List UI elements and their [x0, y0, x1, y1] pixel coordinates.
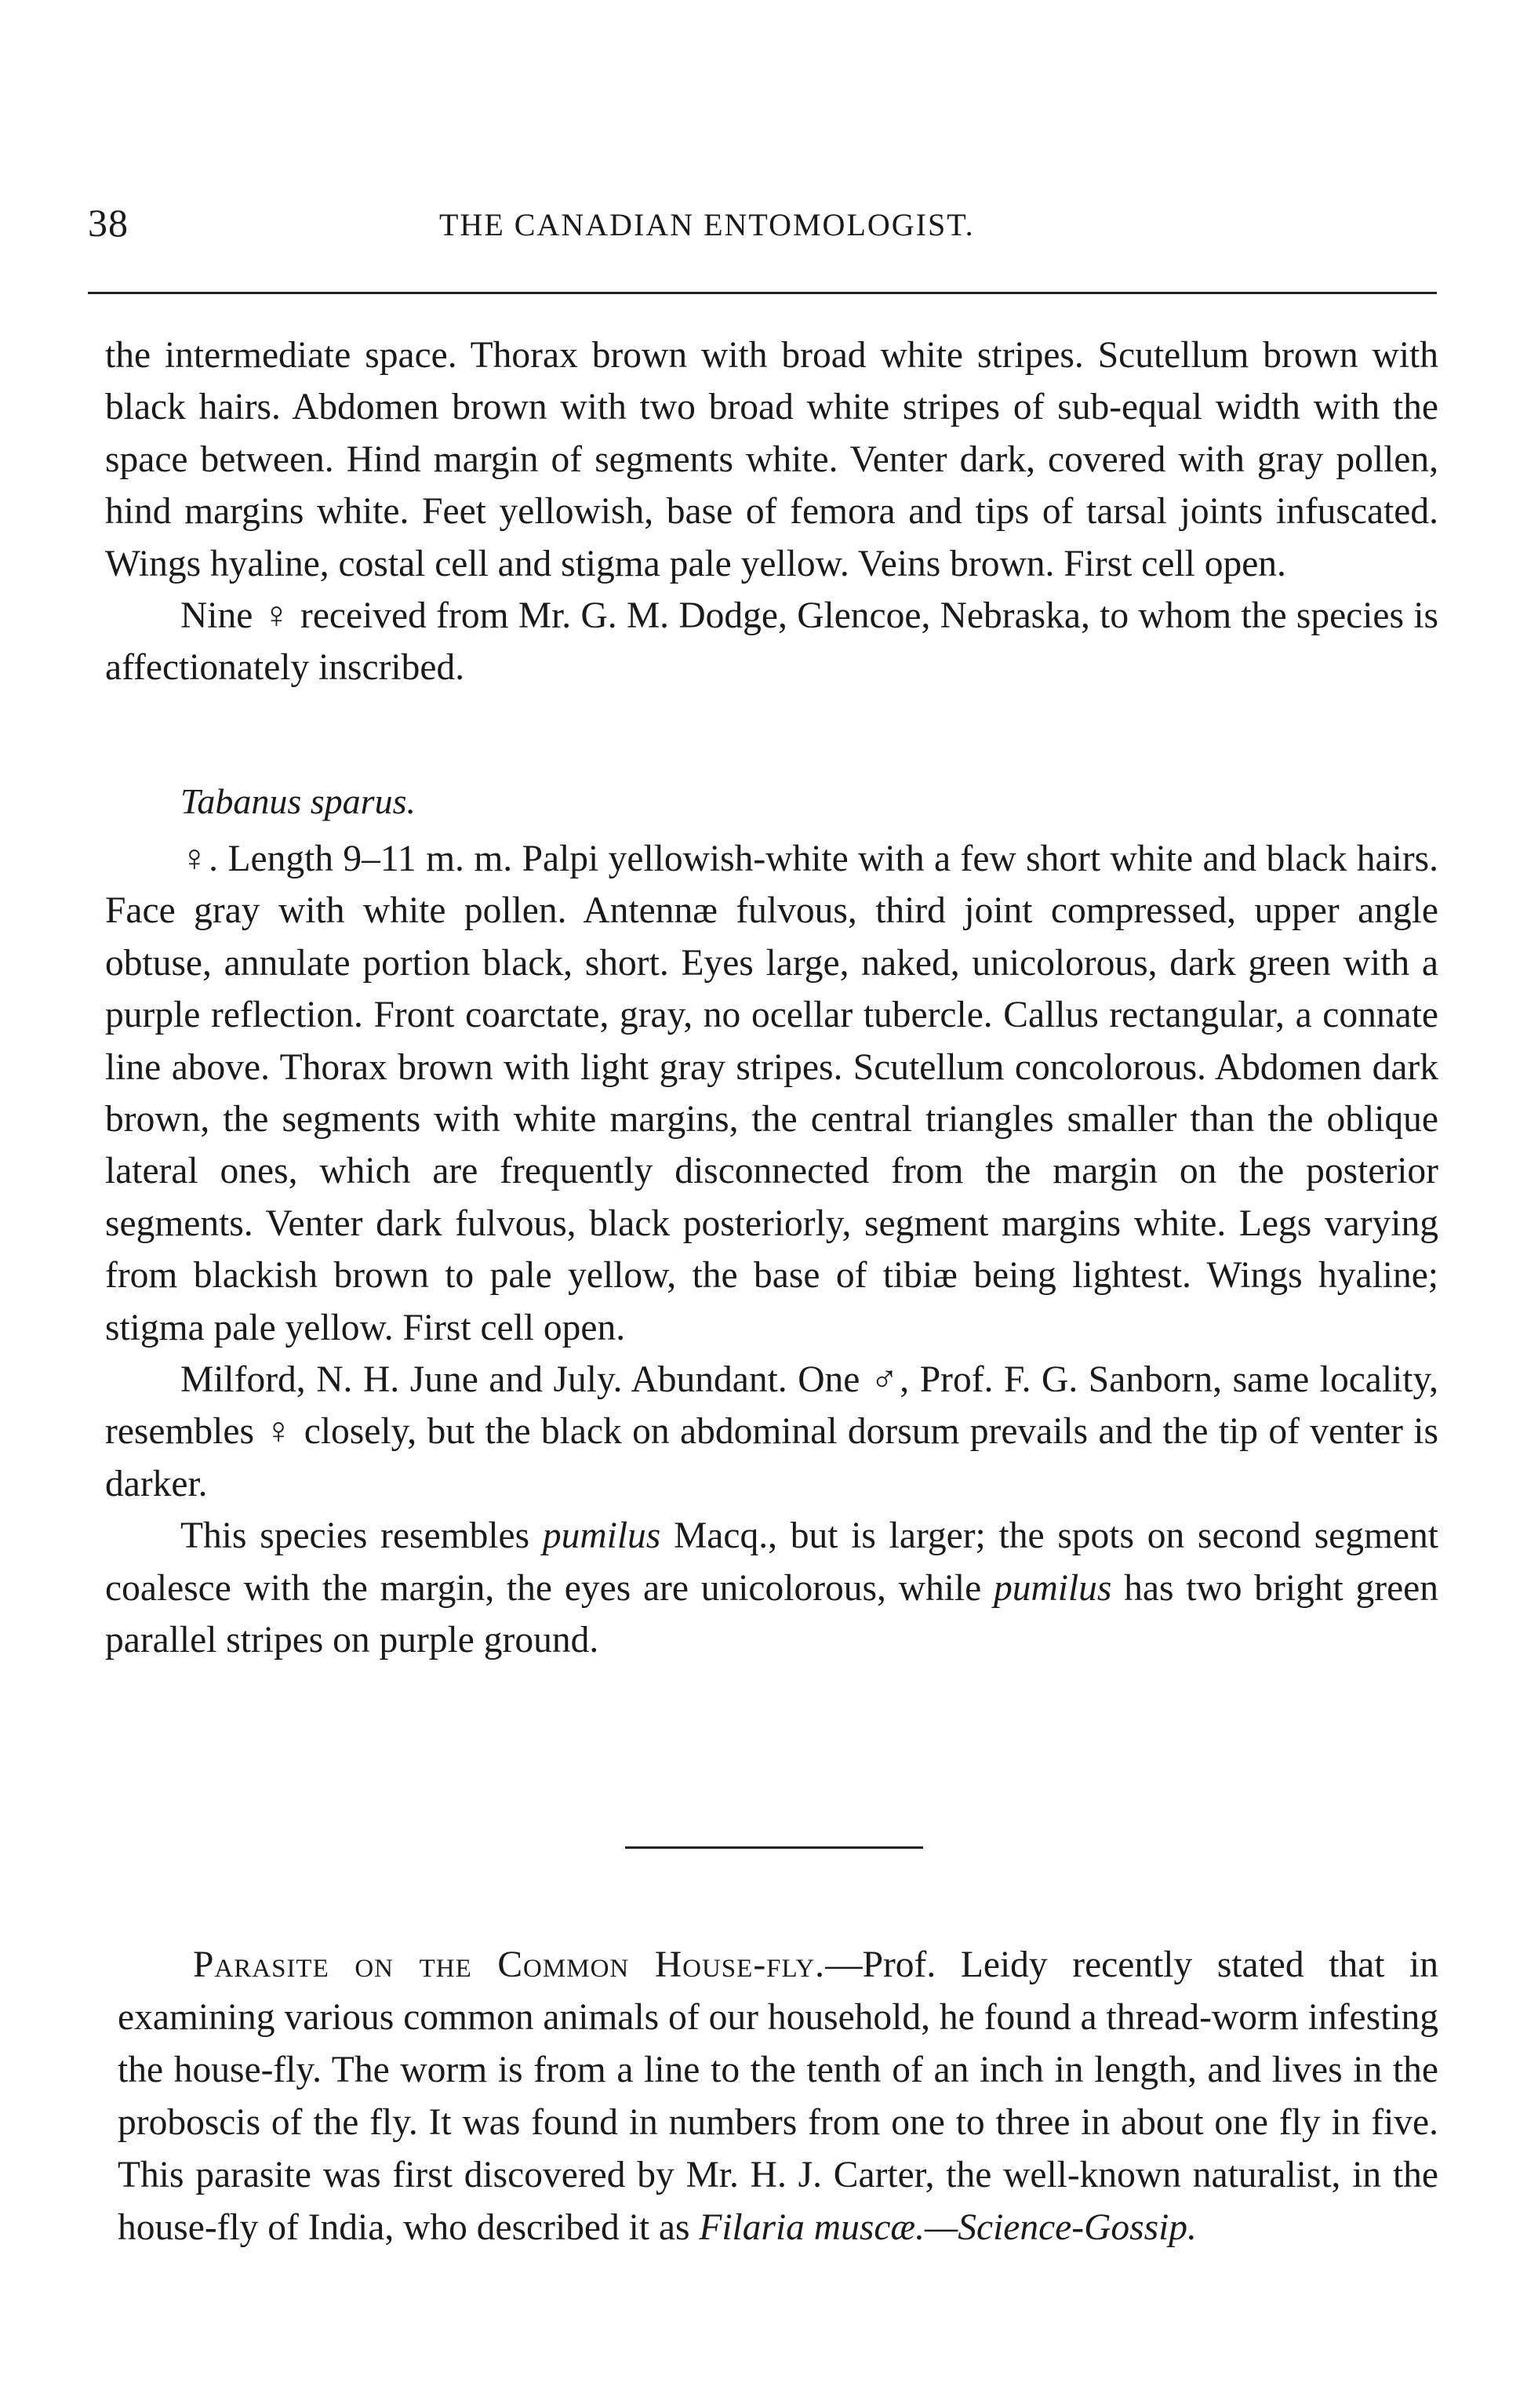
note-parasite: [118, 1939, 1438, 2254]
running-head: THE CANADIAN ENTOMOLOGIST.: [439, 207, 975, 242]
note-title: Parasite on the Common House-fly.: [193, 1944, 826, 1985]
text-run: —Prof. Leidy recently stated that in examining various common animals of our household, he found a thread-worm infesting the house-fly. The worm is from a line to the tenth of an inch in length, and lives in the proboscis of the fly. It was found in numbers from one to three in about one fly in five. This parasite was first discovered by Mr. H. J. Carter, the well-known naturalist, in the house-fly of India, who described it as: [118, 1944, 1438, 2248]
species-description: [105, 833, 1438, 1667]
paragraph: Nine ♀ received from Mr. G. M. Dodge, Glencoe, Nebraska, to whom the species is affectionately inscribed.: [105, 595, 1438, 689]
text-run: Macq., but is larger; the spots on second segment coalesce with the margin, the eyes are unicolorous, while: [105, 1515, 1438, 1609]
paragraph: Milford, N. H. June and July. Abundant. One ♂, Prof. F. G. Sanborn, same locality, resembles ♀ closely, but the black on abdominal dorsum prevails and the tip of venter is darker.: [105, 1359, 1438, 1504]
section-divider: [625, 1846, 923, 1849]
text-run: has two bright green parallel stripes on purple ground.: [105, 1567, 1438, 1661]
species-name: pumilus: [542, 1515, 661, 1557]
paragraph: the intermediate space. Thorax brown with broad white stripes. Scutellum brown with black hairs. Abdomen brown with two broad white stripes of sub-equal width with the space between. Hind margin of segments white. Venter dark, covered with gray pollen, hind margins white. Feet yellowish, base of femora and tips of tarsal joints infuscated. Wings hyaline, costal cell and stigma pale yellow. Veins brown. First cell open.: [105, 335, 1438, 584]
page-number: 38: [88, 201, 129, 245]
text-run: This species resembles: [180, 1515, 543, 1557]
header-rule: [88, 292, 1437, 294]
paragraph: [105, 1510, 1438, 1666]
species-heading: Tabanus sparus.: [180, 781, 416, 821]
page-header: [88, 200, 1437, 255]
paragraph: ♀. Length 9–11 m. m. Palpi yellowish-white with a few short white and black hairs. Face gray with white pollen. Antennæ fulvous, third joint compressed, upper angle obtuse, annulate portion black, short. Eyes large, naked, unicolorous, dark green with a purple reflection. Front coarctate, gray, no ocellar tubercle. Callus rectangular, a connate line above. Thorax brown with light gray stripes. Scutellum concolorous. Abdomen dark brown, the segments with white margins, the central triangles smaller than the oblique lateral ones, which are frequently disconnected from the margin on the posterior segments. Venter dark fulvous, black posteriorly, segment margins white. Legs varying from blackish brown to pale yellow, the base of tibiæ being lightest. Wings hyaline; stigma pale yellow. First cell open.: [105, 838, 1438, 1348]
species-name: pumilus: [993, 1567, 1112, 1609]
source-citation: —Science-Gossip.: [925, 2207, 1197, 2248]
species-name: Filaria muscæ.: [699, 2207, 925, 2248]
continued-description: [105, 329, 1438, 694]
paragraph: [118, 1939, 1438, 2254]
